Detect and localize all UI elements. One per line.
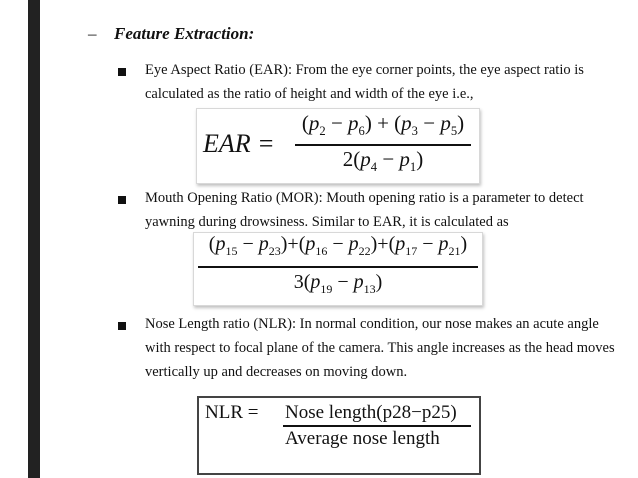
nlr-numerator: Nose length(p28−p25) (285, 402, 457, 423)
nlr-fraction-bar (283, 425, 471, 427)
mor-formula (193, 232, 483, 306)
ear-formula (196, 108, 480, 184)
bullet-text-ear: Eye Aspect Ratio (EAR): From the eye corner points, the eye aspect ratio is calculated as the ratio of height and width of the eye i.e., (145, 62, 584, 102)
nlr-formula (197, 396, 481, 475)
bullet-marker-3 (118, 320, 130, 332)
heading-dash: – (88, 24, 97, 43)
mor-denominator: $3(p_{19} - p_{13})$ (293, 271, 383, 296)
bullet-marker-2 (118, 194, 130, 206)
bullet-text-mor: Mouth Opening Ratio (MOR): Mouth opening ratio is a parameter to detect yawning during drowsiness. Similar to EAR, it is calculated as (145, 190, 584, 230)
ear-denominator: $2(p_4 - p_1)$ (342, 147, 424, 175)
ear-lhs: EAR = (203, 129, 275, 158)
nlr-lhs: NLR = (205, 402, 259, 423)
bullet-text-nlr: Nose Length ratio (NLR): In normal condition, our nose makes an acute angle with respect to focal plane of the camera. This angle increases as the head moves vertically up and decreases on moving down. (145, 316, 615, 380)
left-accent-bar (28, 0, 40, 478)
bullet-marker-1 (118, 66, 130, 78)
heading-text: Feature Extraction: (114, 24, 255, 43)
ear-numerator: $(p_2 - p_6) + (p_3 - p_5)$ (301, 111, 465, 139)
ear-fraction-bar (295, 144, 471, 146)
mor-numerator: $(p_{15} - p_{23})+(p_{16} - p_{22})+(p_{17} - p_{21})$ (208, 233, 468, 258)
section-heading (88, 24, 254, 44)
nlr-denominator: Average nose length (285, 428, 440, 449)
mor-fraction-bar (198, 266, 478, 268)
